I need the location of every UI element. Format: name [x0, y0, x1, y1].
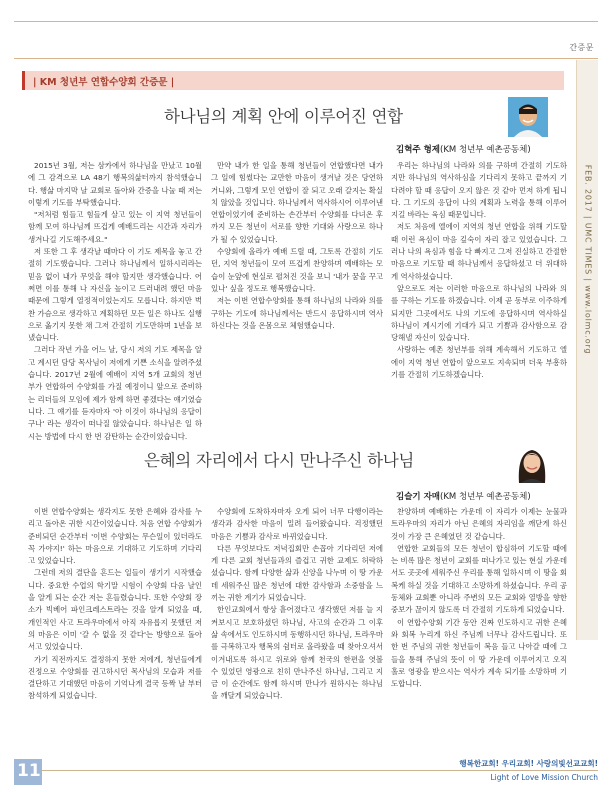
article-column — [391, 506, 567, 751]
article-column — [391, 160, 567, 428]
paragraph: 다른 무엇보다도 저녁집회만 손꼽아 기다리던 저에게 다른 교회 청년들과의 즐겁고 귀한 교제도 허락하셨습니다. 함께 다양한 삶과 신앙을 나누며 이 땅 가운데 세워주신 많은 청년에 대한 감사함과 소중함을 느끼는 귀한 계기가 되었습니다. — [211, 543, 383, 603]
paragraph: 저 또한 그 후 생각날 때마다 이 기도 제목을 놓고 간절히 기도했습니다. 그러나 하나님께서 일하시리라는 믿음 없이 내가 무엇을 해야 할지만 생각했습니다. 어쩌면 이를 통해 나 자신을 높이고 드러내려 했던 마음 때문에 그렇게 열정적이었는지도 모릅니다. 하지만 벅찬 가슴으로 생각하고 계획하던 모든 일은 하나도 실행으로 옮기지 못한 채 그저 간절히 기도만하며 1년을 보냈습니다. — [28, 247, 202, 343]
paragraph: 수양회에 올라가 예배 드릴 때, 그토록 간절히 기도던, 지역 청년들이 모여 뜨겁게 찬양하며 예배하는 모습이 눈앞에 현실로 펼쳐진 것을 보니 '내가 꿈을 꾸고 있나' 싶을 정도로 행복했습니다. — [211, 247, 383, 293]
banner — [22, 71, 564, 90]
top-rule — [14, 0, 598, 22]
paragraph: 이 연합수양회 기간 동안 진짜 인도하시고 귀한 은혜와 회복 누리게 하신 주님께 너무나 감사드립니다. 또 한 번 주님의 귀한 청년들이 복음 들고 나아갈 때에 그들을 통해 주님의 뜻이 이 땅 가운데 이루어지고 오직 홀로 영광을 받으시는 역사가 계속 되기를 소망하며 기도합니다. — [391, 617, 567, 689]
paragraph: 연합한 교회들의 모든 청년이 합심하여 기도할 때에는 비록 많은 청년이 교회를 떠나가고 있는 현실 가운데서도 곳곳에 세워주신 우리를 통해 일하시며 이 땅을 회복케 하실 것을 기대하고 소망하게 하셨습니다. 우리 공동체와 교회뿐 아니라 주변의 모든 교회와 열방을 향한 중보가 끊이지 않도록 더 간절히 기도하게 되었습니다. — [391, 543, 567, 615]
paragraph: 저는 이번 연합수양회를 통해 하나님의 나라와 의를 구하는 기도에 하나님께서는 반드시 응답하시며 역사하신다는 것을 온몸으로 체험했습니다. — [211, 296, 383, 330]
author-photo-icon — [512, 443, 552, 483]
paragraph: 저도 처음에 엘에이 지역의 청년 연합을 위해 기도할 때 이런 욕심이 마음 깊숙이 자리 잡고 있었습니다. 그러나 나의 욕심과 힘을 다 빠지고 그저 진실하고 간절한 마음으로 기도할 때 하나님께서 응답하셨고 더 위대하게 역사하셨습니다. — [391, 222, 567, 281]
author-photo — [508, 97, 548, 137]
paragraph: 한인교회에서 항상 흩어졌다고 생각했던 저를 늘 지켜보시고 보호하셨던 하나님, 사고의 순간과 그 이후 삶 속에서도 인도하시며 동행하시던 하나님, 트라우마를 극복하고자 행복의 쉼터로 올라왔을 때 찾아오셔서 이겨내도록 하시고 위로와 함께 천국의 한편을 엿볼 수 있었던 영광으로 친히 만나주신 하나님, 그리고 지금 이 순간에도 함께 하시며 만나가 원하시는 하나님을 깨달게 되었습니다. — [211, 605, 383, 701]
byline — [396, 143, 531, 155]
article-column — [28, 160, 202, 441]
author-photo — [512, 443, 552, 483]
section-divider — [14, 58, 598, 59]
banner-text: | KM 청년부 연합수양회 간증문 | — [33, 77, 175, 88]
author-photo-icon — [508, 97, 548, 137]
paragraph: "저처럼 힘들고 힘들게 살고 있는 이 지역 청년들이 함께 모여 하나님께 뜨겁게 예배드리는 시간과 자리가 생겨나길 기도해주세요." — [28, 210, 202, 244]
paragraph: 우리는 하나님의 나라와 의를 구하며 간절히 기도하지만 하나님의 역사하심을 기다리지 못하고 끝까지 기다려야 할 때 응답이 오지 않은 것 같아 먼저 하게 됩니다. 그 기도의 응답이 나의 계획과 노력을 통해 이루어지길 바라는 육심 때문입니다. — [391, 161, 567, 220]
paragraph: 그런데 저의 결단을 흔드는 일들이 생기기 시작했습니다. 중요한 수업의 학기말 시험이 수양회 다음 날인을 알게 되는 순간 저는 흔들렸습니다. 또한 수양회 장소가 빅베어 파인크레스트라는 것을 알게 되었을 때, 개인적인 사고 트라우마에서 아직 자유롭지 못했던 저의 마음은 이미 '갈 수 없을 것 같다'는 방향으로 돌아서고 있었습니다. — [28, 568, 202, 652]
page-number: 11 — [17, 761, 41, 781]
paragraph: 수양회에 도착하자마자 오게 되어 너무 다행이라는 생각과 감사한 마음이 밀려 들어왔습니다. 걱정했던 마음은 기쁨과 감사로 바뀌었습니다. — [211, 507, 383, 541]
article-title: 은혜의 자리에서 다시 만나주신 하나님 — [144, 451, 415, 470]
footer-slogan-english: Light of Love Mission Church — [490, 773, 598, 782]
footer-slogan-korean: 행복한교회! 우리교회! 사랑의빛선교교회! — [459, 759, 598, 768]
paragraph: 만약 내가 한 일을 통해 청년들이 연합했다면 내가 그 일에 힘썼다는 교만한 마음이 생겨날 것은 당연하거니와, 그렇게 모인 연합이 잘 되고 오래 갈지는 확실치 않았을 것입니다. 하나님께서 역사하시어 이루어낸 연합이었기에 준비하는 손간부터 수양회를 다녀온 후까지 모든 청년이 서로를 향한 기대와 사랑으로 하나가 될 수 있었습니다. — [211, 161, 383, 244]
paragraph: 그러다 작년 가을 어느 날, 당시 저의 기도 제목을 알고 계시던 담당 목사님이 저에게 기쁜 소식을 알려주셨습니다. 2017년 2월에 예배이 지역 5개 교회의 청년부가 연합하여 수양회를 가질 예정이니 앞으로 준비하는 리더들의 모임에 제가 함께 하면 좋겠다는 얘기였습니다. 그 얘기를 듣자마자 '아 이것이 하나님의 응답이구나' 라는 생각이 떠나질 않았습니다. 하나님은 일 하시는 방법에 다시 한 번 감탄하는 순간이었습니다. — [28, 345, 202, 441]
byline — [396, 490, 531, 502]
article-title: 하나님의 계획 안에 이루어진 연합 — [164, 107, 403, 126]
paragraph: 사랑하는 예촌 청년부를 위해 계속해서 기도하고 엘에이 지역 청년 연합이 앞으로도 지속되며 더욱 부흥하기를 간절히 기도하겠습니다. — [391, 345, 567, 380]
article-column — [28, 506, 202, 751]
article-column — [211, 506, 383, 751]
paragraph: 찬양하며 예배하는 가운데 이 자리가 이제는 눈물과 트라우마의 자리가 아닌 은혜의 자리임을 깨닫게 하신 것이 가장 큰 은혜였던 것 같습니다. — [391, 507, 567, 541]
author-name: 김슬기 자매 — [396, 492, 441, 502]
paragraph: 가기 직전까지도 결정하지 못한 저에게, 청년들에게 진정으로 수양회를 권고하시던 목사님의 모습과 저를 결단하고 기대했던 마음이 기억나게 결국 등짝 날 부터 참석하게 되었습니다. — [28, 654, 202, 701]
section-tag: 간증문 — [569, 43, 594, 52]
author-affiliation: (KM 청년부 예촌공동체) — [440, 492, 531, 502]
article-column — [211, 160, 383, 428]
author-name: 김혁주 형제 — [396, 145, 441, 155]
paragraph: 2015년 3월, 저는 삼카에서 하나님을 만났고 10월에 그 감격으로 LA 48기 행복의삶터까지 참석했습니다. 행삶 마지막 날 교회로 돌아와 간증을 나눌 때 저는 이렇게 기도를 부탁했습니다. — [28, 161, 202, 207]
footer-rule — [42, 770, 598, 771]
paragraph: 이번 연합수양회는 생각지도 못한 은혜와 감사를 누리고 돌아온 귀한 시간이었습니다. 처음 연합 수양회가 준비되던 순간부터 '이번 수양회는 무슨일이 있더라도 꼭 가야지!' 하는 마음으로 기대하고 기도하며 기다리고 있었습니다. — [28, 507, 202, 566]
sidebar-text: FEB. 2017 | UMC TIMES | www.lolmc.org — [583, 164, 593, 355]
author-affiliation: (KM 청년부 예촌공동체) — [440, 145, 531, 155]
paragraph: 앞으로도 저는 이러한 마음으로 하나님의 나라와 의를 구하는 기도를 하겠습니다. 이제 곧 동부로 이주하게 되지만 그곳에서도 나의 기도에 응답하시며 역사하실 하나님이 계시기에 기대가 되고 기쁨과 감사함으로 감당해낼 자신이 있습니다. — [391, 283, 567, 343]
